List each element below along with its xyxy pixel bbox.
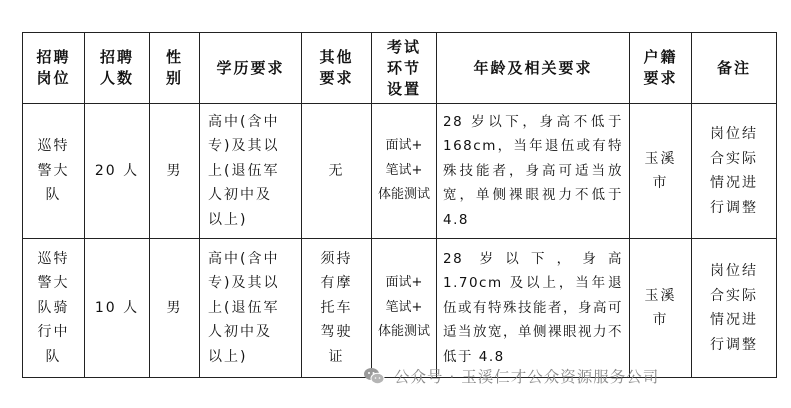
header-other: 其他 要求: [302, 33, 372, 104]
cell-exam: 面试+ 笔试+ 体能测试: [372, 104, 437, 239]
cell-count: 20 人: [85, 104, 150, 239]
header-position: 招聘 岗位: [23, 33, 85, 104]
cell-age: 28 岁以下，身高不低于 168cm，当年退伍或有特殊技能者，身高可适当放宽，单侧裸眼视力不低于 4.8: [437, 104, 630, 239]
header-age: 年龄及相关要求: [437, 33, 630, 104]
header-exam: 考试 环节 设置: [372, 33, 437, 104]
watermark: [362, 363, 659, 389]
cell-remarks: 岗位结 合实际 情况进 行调整: [692, 239, 777, 378]
cell-household: 玉溪 市: [630, 239, 692, 378]
cell-gender: 男: [150, 239, 200, 378]
table-row: [23, 239, 777, 378]
header-gender: 性 别: [150, 33, 200, 104]
cell-age: 28 岁以下，身高 1.70cm 及以上，当年退伍或有特殊技能者，身高可适当放宽，单侧裸眼视力不低于 4.8: [437, 239, 630, 378]
header-remarks: 备注: [692, 33, 777, 104]
cell-education: 高中(含中 专)及其以 上(退伍军 人初中及 以上): [200, 239, 302, 378]
watermark-text: 公众号 · 玉溪仁才公众资源服务公司: [394, 368, 660, 386]
cell-remarks: 岗位结 合实际 情况进 行调整: [692, 104, 777, 239]
recruitment-table: [22, 32, 777, 378]
cell-position: 巡特 警大 队: [23, 104, 85, 239]
header-row: [23, 33, 777, 104]
cell-other: 须持 有摩 托车 驾驶 证: [302, 239, 372, 378]
header-education: 学历要求: [200, 33, 302, 104]
cell-gender: 男: [150, 104, 200, 239]
cell-household: 玉溪 市: [630, 104, 692, 239]
cell-count: 10 人: [85, 239, 150, 378]
table-row: [23, 104, 777, 239]
cell-position: 巡特 警大 队骑 行中 队: [23, 239, 85, 378]
wechat-icon: [362, 364, 386, 388]
cell-exam: 面试+ 笔试+ 体能测试: [372, 239, 437, 378]
header-count: 招聘 人数: [85, 33, 150, 104]
header-household: 户籍 要求: [630, 33, 692, 104]
cell-other: 无: [302, 104, 372, 239]
cell-education: 高中(含中 专)及其以 上(退伍军 人初中及 以上): [200, 104, 302, 239]
